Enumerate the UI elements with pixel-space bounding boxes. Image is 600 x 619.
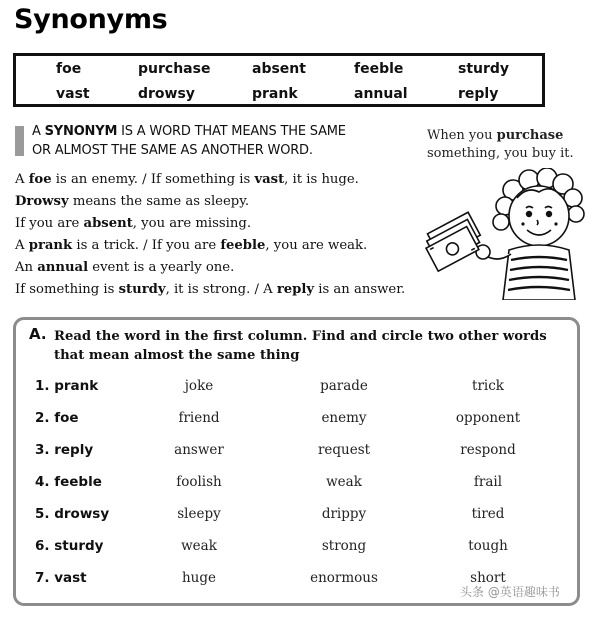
sentence-text: If you are bbox=[15, 216, 84, 231]
side-note-bold-word: purchase bbox=[496, 128, 564, 143]
sentence-text: means the same as sleepy. bbox=[68, 194, 250, 209]
answer-option[interactable]: tough bbox=[468, 538, 508, 554]
word-box-word: foe bbox=[56, 61, 82, 77]
exercise-row bbox=[0, 474, 600, 494]
answer-option[interactable]: frail bbox=[473, 474, 503, 490]
answer-option[interactable]: request bbox=[317, 442, 371, 458]
side-note bbox=[427, 127, 597, 163]
exercise-row bbox=[0, 410, 600, 430]
answer-option[interactable]: tired bbox=[471, 506, 505, 522]
sentence-text: , you are missing. bbox=[132, 216, 252, 231]
exercise-instruction: Read the word in the first column. Find and circle two other words that mean almost the same thing bbox=[54, 329, 547, 363]
answer-option[interactable]: trick bbox=[472, 378, 504, 394]
definition-line-1-rest: IS A WORD THAT MEANS THE SAME bbox=[117, 124, 346, 139]
exercise-row bbox=[0, 442, 600, 462]
word-box-word: sturdy bbox=[458, 61, 510, 77]
exercise-row bbox=[0, 506, 600, 526]
vocabulary-word: foe bbox=[28, 172, 52, 187]
exercise-row-label: 7. vast bbox=[35, 570, 87, 586]
exercise-row bbox=[0, 378, 600, 398]
answer-option[interactable]: opponent bbox=[455, 410, 521, 426]
exercise-row-label: 2. foe bbox=[35, 410, 79, 426]
word-box-word: drowsy bbox=[138, 86, 195, 102]
answer-option[interactable]: answer bbox=[174, 442, 224, 458]
definition-prefix: A bbox=[32, 124, 45, 139]
vocabulary-word: annual bbox=[37, 260, 89, 275]
page-title: Synonyms bbox=[14, 4, 168, 35]
vocabulary-word: feeble bbox=[220, 238, 266, 253]
answer-option[interactable]: foolish bbox=[176, 474, 222, 490]
exercise-row-label: 6. sturdy bbox=[35, 538, 104, 554]
answer-option[interactable]: huge bbox=[181, 570, 217, 586]
word-box-word: prank bbox=[252, 86, 298, 102]
side-note-line-1 bbox=[427, 127, 597, 145]
sentence-text: A bbox=[15, 238, 29, 253]
side-note-prefix: When you bbox=[427, 128, 497, 143]
vocabulary-word: sturdy bbox=[118, 282, 166, 297]
definition-term: SYNONYM bbox=[44, 124, 118, 139]
example-sentence bbox=[15, 194, 249, 209]
sentence-text: , you are weak. bbox=[265, 238, 368, 253]
answer-option[interactable]: friend bbox=[178, 410, 220, 426]
example-sentence bbox=[15, 238, 367, 253]
sentence-text: An bbox=[15, 260, 38, 275]
sentence-text: is an enemy. / If something is bbox=[51, 172, 255, 187]
vocabulary-word: prank bbox=[28, 238, 73, 253]
exercise-row-label: 4. feeble bbox=[35, 474, 102, 490]
example-sentence bbox=[15, 216, 251, 231]
girl-with-money-illustration bbox=[413, 168, 595, 300]
sentence-text: is a trick. / If you are bbox=[72, 238, 221, 253]
sentence-text: event is a yearly one. bbox=[88, 260, 235, 275]
answer-option[interactable]: joke bbox=[184, 378, 214, 394]
answer-option[interactable]: enemy bbox=[321, 410, 367, 426]
answer-option[interactable]: strong bbox=[321, 538, 367, 554]
watermark: 头条 @英语趣味书 bbox=[460, 585, 560, 599]
exercise-row-label: 3. reply bbox=[35, 442, 94, 458]
exercise-row-label: 5. drowsy bbox=[35, 506, 110, 522]
vocabulary-word: absent bbox=[83, 216, 133, 231]
word-box-word: annual bbox=[354, 86, 408, 102]
exercise-row-label: 1. prank bbox=[35, 378, 99, 394]
example-sentence bbox=[15, 260, 234, 275]
word-box-word: absent bbox=[252, 61, 306, 77]
definition-line-2: OR ALMOST THE SAME AS ANOTHER WORD. bbox=[32, 143, 313, 158]
answer-option[interactable]: respond bbox=[460, 442, 516, 458]
answer-option[interactable]: short bbox=[470, 570, 506, 586]
vocabulary-word: Drowsy bbox=[15, 194, 69, 209]
example-sentence bbox=[15, 172, 359, 187]
sentence-text: A bbox=[15, 172, 29, 187]
answer-option[interactable]: enormous bbox=[310, 570, 378, 586]
definition-bar bbox=[15, 126, 24, 156]
answer-option[interactable]: weak bbox=[181, 538, 217, 554]
exercise-letter: A. bbox=[29, 325, 47, 343]
side-note-line-2: something, you buy it. bbox=[427, 146, 574, 161]
answer-option[interactable]: weak bbox=[326, 474, 362, 490]
sentence-text: If something is bbox=[15, 282, 119, 297]
word-box-word: vast bbox=[56, 86, 90, 102]
word-box-word: feeble bbox=[354, 61, 404, 77]
vocabulary-word: reply bbox=[276, 282, 315, 297]
answer-option[interactable]: drippy bbox=[321, 506, 367, 522]
word-box bbox=[13, 53, 545, 107]
definition-line-1 bbox=[32, 122, 412, 141]
word-box-word: purchase bbox=[138, 61, 211, 77]
word-box-word: reply bbox=[458, 86, 499, 102]
sentence-text: , it is strong. / A bbox=[165, 282, 277, 297]
answer-option[interactable]: parade bbox=[320, 378, 368, 394]
synonym-definition bbox=[32, 122, 412, 160]
exercise-row bbox=[0, 538, 600, 558]
answer-option[interactable]: sleepy bbox=[177, 506, 221, 522]
example-sentence bbox=[15, 282, 405, 297]
sentence-text: , it is huge. bbox=[284, 172, 359, 187]
vocabulary-word: vast bbox=[254, 172, 285, 187]
sentence-text: is an answer. bbox=[314, 282, 406, 297]
